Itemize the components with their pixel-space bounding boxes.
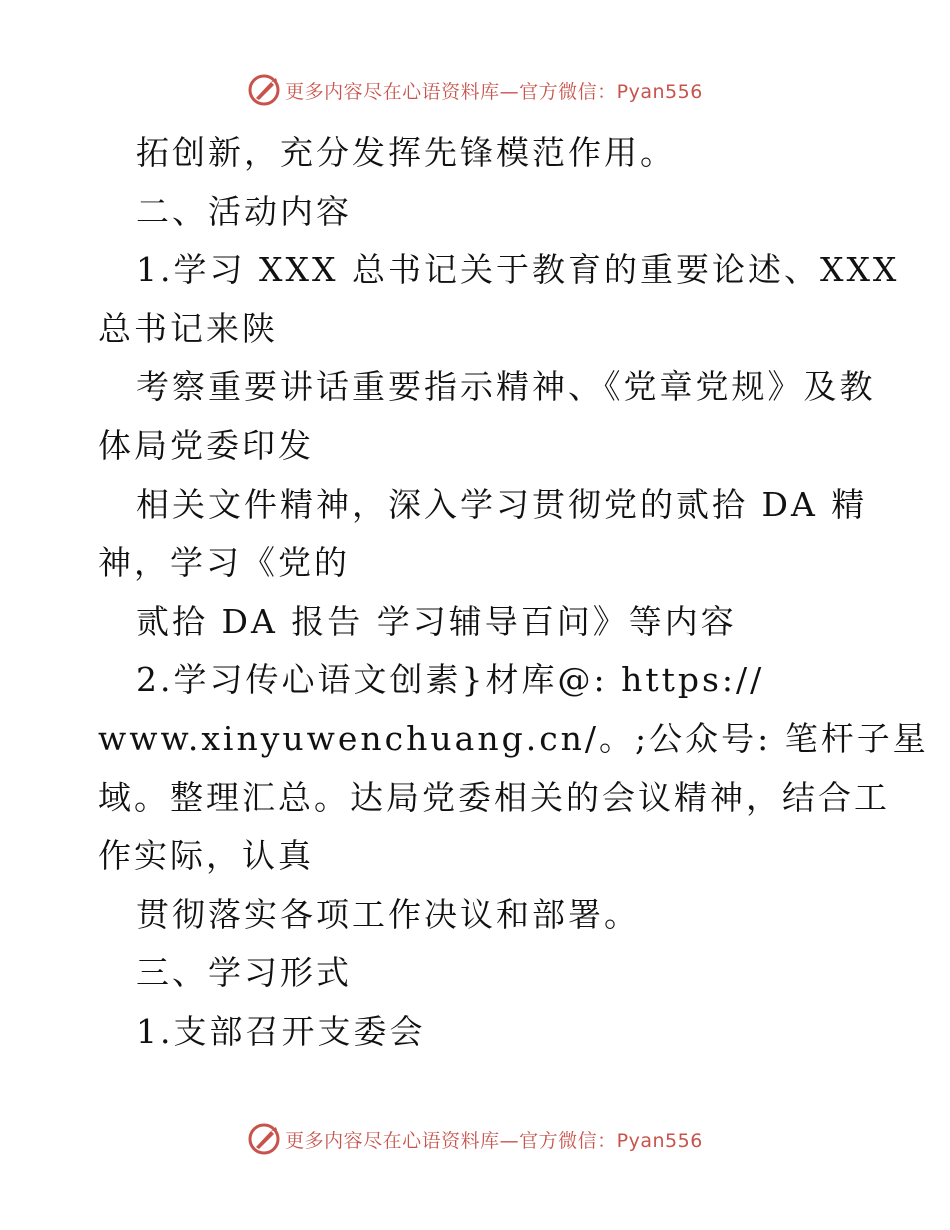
footer-watermark — [0, 1121, 950, 1157]
body-line: 域。整理汇总。达局党委相关的会议精神，结合工 — [98, 777, 890, 817]
body-line: 相关文件精神，深入学习贯彻党的贰拾 DA 精 — [136, 484, 868, 524]
body-line: www.xinyuwenchuang.cn/。;公众号: 笔杆子星 — [98, 718, 929, 758]
body-line: 1.支部召开支委会 — [136, 1011, 426, 1051]
watermark-dash: — — [499, 1129, 520, 1152]
body-line: 神，学习《党的 — [98, 543, 350, 583]
section-heading: 三、学习形式 — [136, 953, 352, 993]
body-line: 作实际，认真 — [98, 836, 314, 876]
body-line: 贯彻落实各项工作决议和部署。 — [136, 894, 640, 934]
watermark-dash: — — [499, 80, 520, 103]
watermark-contact: 官方微信：Pyan556 — [519, 80, 703, 103]
watermark-brand: 更多内容尽在心语资料库 — [285, 1129, 500, 1152]
watermark-contact: 官方微信：Pyan556 — [519, 1129, 703, 1152]
body-line: 体局党委印发 — [98, 425, 314, 465]
watermark-brand: 更多内容尽在心语资料库 — [285, 80, 500, 103]
body-line: 拓创新，充分发挥先锋模范作用。 — [136, 133, 676, 172]
document-body — [98, 124, 929, 1062]
body-line: 贰拾 DA 报告 学习辅导百问》等内容 — [136, 601, 737, 641]
body-line: 2.学习传心语文创素}材库@: https:// — [136, 660, 765, 700]
body-line: 考察重要讲话重要指示精神、《党章党规》及教 — [136, 367, 876, 407]
quill-seal-icon — [247, 73, 281, 107]
body-line: 1.学习 XXX 总书记关于教育的重要论述、XXX — [136, 250, 900, 290]
body-line: 总书记来陕 — [98, 308, 278, 348]
header-watermark — [0, 72, 950, 108]
section-heading: 二、活动内容 — [136, 191, 352, 231]
quill-seal-icon — [247, 1122, 281, 1156]
